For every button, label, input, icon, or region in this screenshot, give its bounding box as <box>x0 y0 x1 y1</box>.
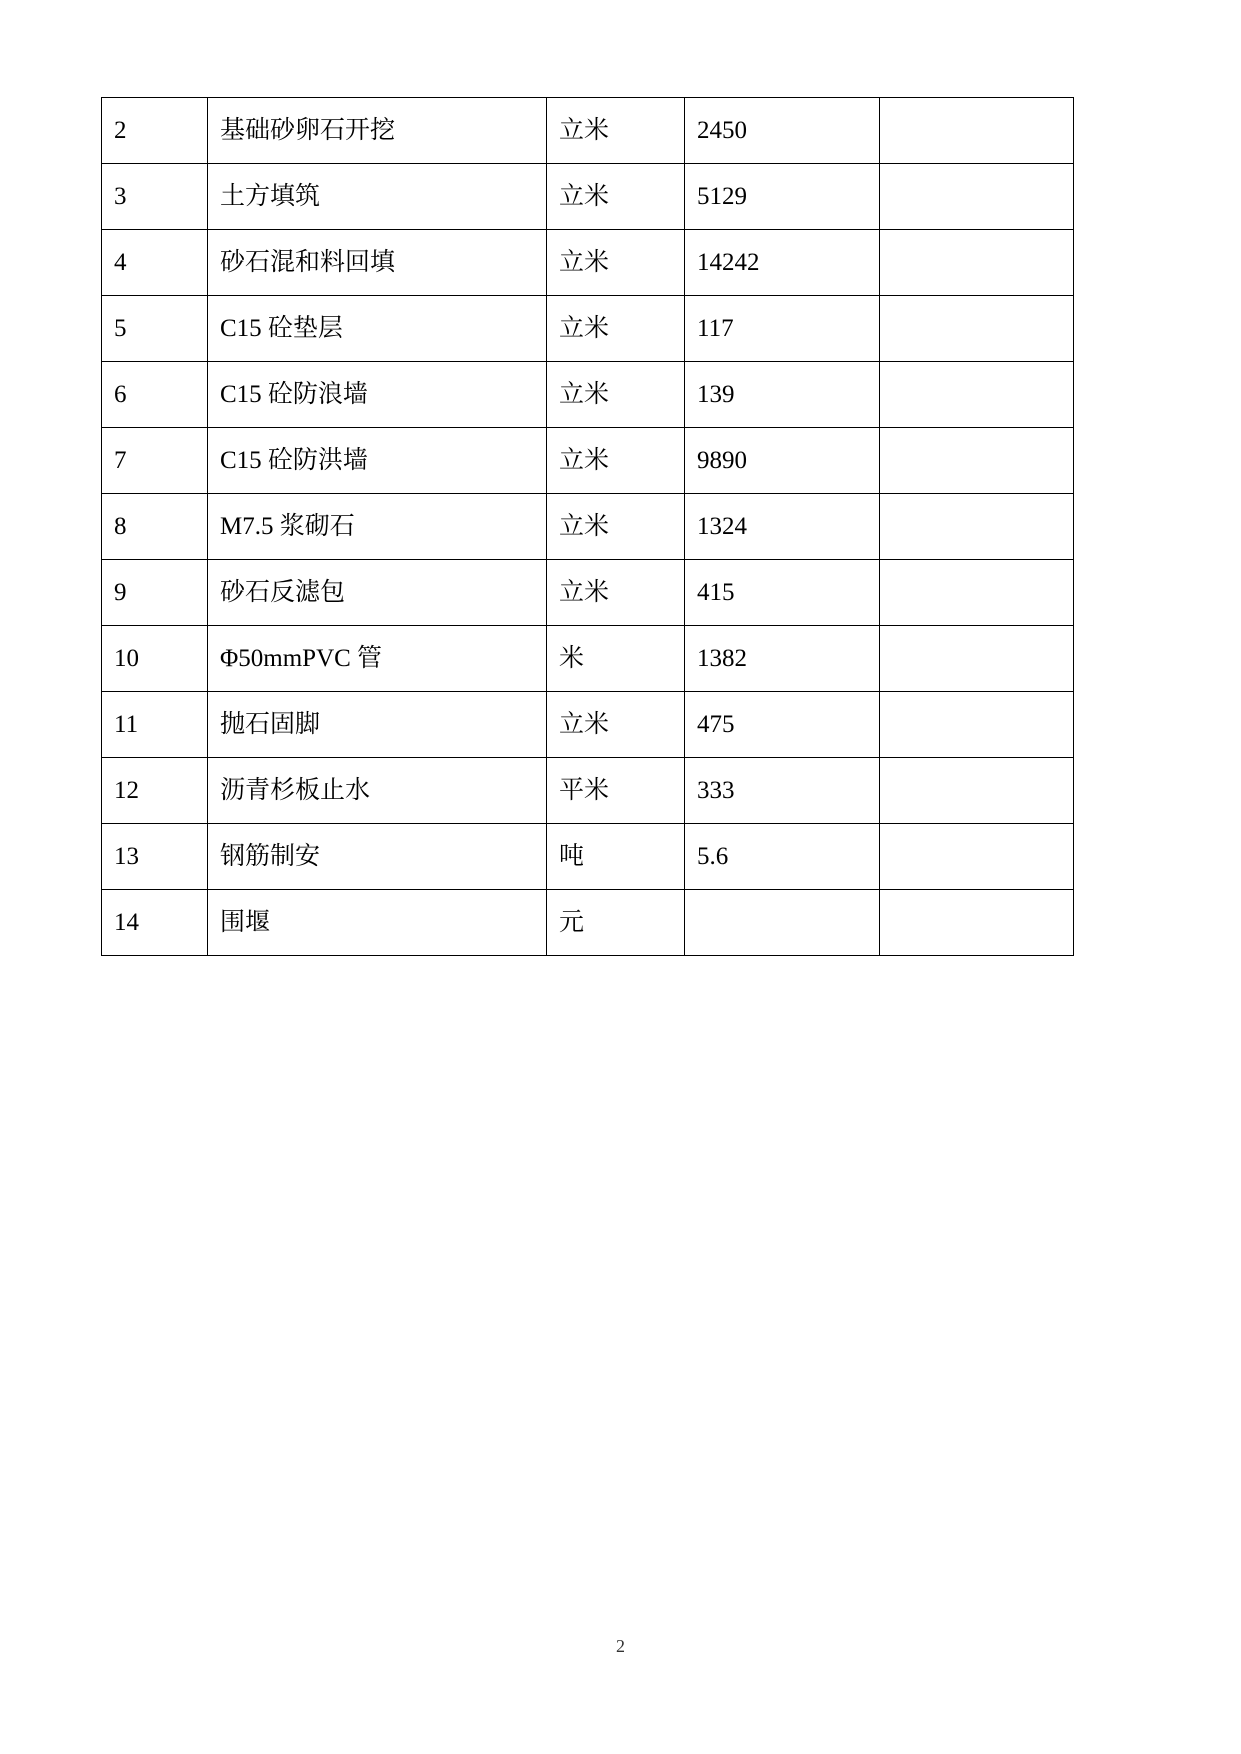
table-row <box>102 692 1074 758</box>
item-unit: 平米 <box>547 758 685 824</box>
table-row <box>102 428 1074 494</box>
item-name: M7.5 浆砌石 <box>208 494 547 560</box>
item-name: 土方填筑 <box>208 164 547 230</box>
item-name: 砂石反滤包 <box>208 560 547 626</box>
item-unit: 吨 <box>547 824 685 890</box>
item-unit: 立米 <box>547 560 685 626</box>
item-name: C15 砼垫层 <box>208 296 547 362</box>
item-name: C15 砼防洪墙 <box>208 428 547 494</box>
item-note <box>880 824 1074 890</box>
item-name: 沥青杉板止水 <box>208 758 547 824</box>
quantities-table-body <box>102 98 1074 956</box>
item-name: 围堰 <box>208 890 547 956</box>
item-quantity: 415 <box>685 560 880 626</box>
item-quantity: 2450 <box>685 98 880 164</box>
item-unit: 立米 <box>547 164 685 230</box>
item-name: 砂石混和料回填 <box>208 230 547 296</box>
item-note <box>880 692 1074 758</box>
table-row <box>102 164 1074 230</box>
table-row <box>102 560 1074 626</box>
item-note <box>880 758 1074 824</box>
item-unit: 立米 <box>547 362 685 428</box>
table-row <box>102 626 1074 692</box>
item-unit: 立米 <box>547 98 685 164</box>
item-note <box>880 230 1074 296</box>
item-note <box>880 296 1074 362</box>
item-unit: 立米 <box>547 296 685 362</box>
quantities-table <box>101 97 1074 956</box>
item-name: 钢筋制安 <box>208 824 547 890</box>
item-note <box>880 98 1074 164</box>
item-quantity: 1324 <box>685 494 880 560</box>
item-name: 抛石固脚 <box>208 692 547 758</box>
item-unit: 元 <box>547 890 685 956</box>
table-row <box>102 890 1074 956</box>
item-note <box>880 164 1074 230</box>
item-unit: 米 <box>547 626 685 692</box>
row-number: 12 <box>102 758 208 824</box>
table-row <box>102 824 1074 890</box>
item-quantity: 9890 <box>685 428 880 494</box>
item-quantity: 14242 <box>685 230 880 296</box>
table-row <box>102 296 1074 362</box>
row-number: 6 <box>102 362 208 428</box>
table-row <box>102 758 1074 824</box>
item-quantity: 5129 <box>685 164 880 230</box>
item-quantity: 333 <box>685 758 880 824</box>
item-name: 基础砂卵石开挖 <box>208 98 547 164</box>
item-note <box>880 494 1074 560</box>
page-number: 2 <box>616 1636 625 1656</box>
item-unit: 立米 <box>547 428 685 494</box>
item-quantity: 475 <box>685 692 880 758</box>
table-row <box>102 98 1074 164</box>
item-quantity: 117 <box>685 296 880 362</box>
row-number: 13 <box>102 824 208 890</box>
row-number: 10 <box>102 626 208 692</box>
item-quantity <box>685 890 880 956</box>
row-number: 9 <box>102 560 208 626</box>
item-note <box>880 362 1074 428</box>
row-number: 8 <box>102 494 208 560</box>
item-note <box>880 890 1074 956</box>
item-quantity: 139 <box>685 362 880 428</box>
item-name: C15 砼防浪墙 <box>208 362 547 428</box>
item-note <box>880 626 1074 692</box>
item-unit: 立米 <box>547 230 685 296</box>
item-note <box>880 428 1074 494</box>
item-unit: 立米 <box>547 494 685 560</box>
row-number: 11 <box>102 692 208 758</box>
row-number: 4 <box>102 230 208 296</box>
row-number: 3 <box>102 164 208 230</box>
row-number: 14 <box>102 890 208 956</box>
table-row <box>102 230 1074 296</box>
table-row <box>102 362 1074 428</box>
row-number: 2 <box>102 98 208 164</box>
item-unit: 立米 <box>547 692 685 758</box>
item-quantity: 1382 <box>685 626 880 692</box>
item-quantity: 5.6 <box>685 824 880 890</box>
item-note <box>880 560 1074 626</box>
row-number: 5 <box>102 296 208 362</box>
table-row <box>102 494 1074 560</box>
item-name: Φ50mmPVC 管 <box>208 626 547 692</box>
row-number: 7 <box>102 428 208 494</box>
